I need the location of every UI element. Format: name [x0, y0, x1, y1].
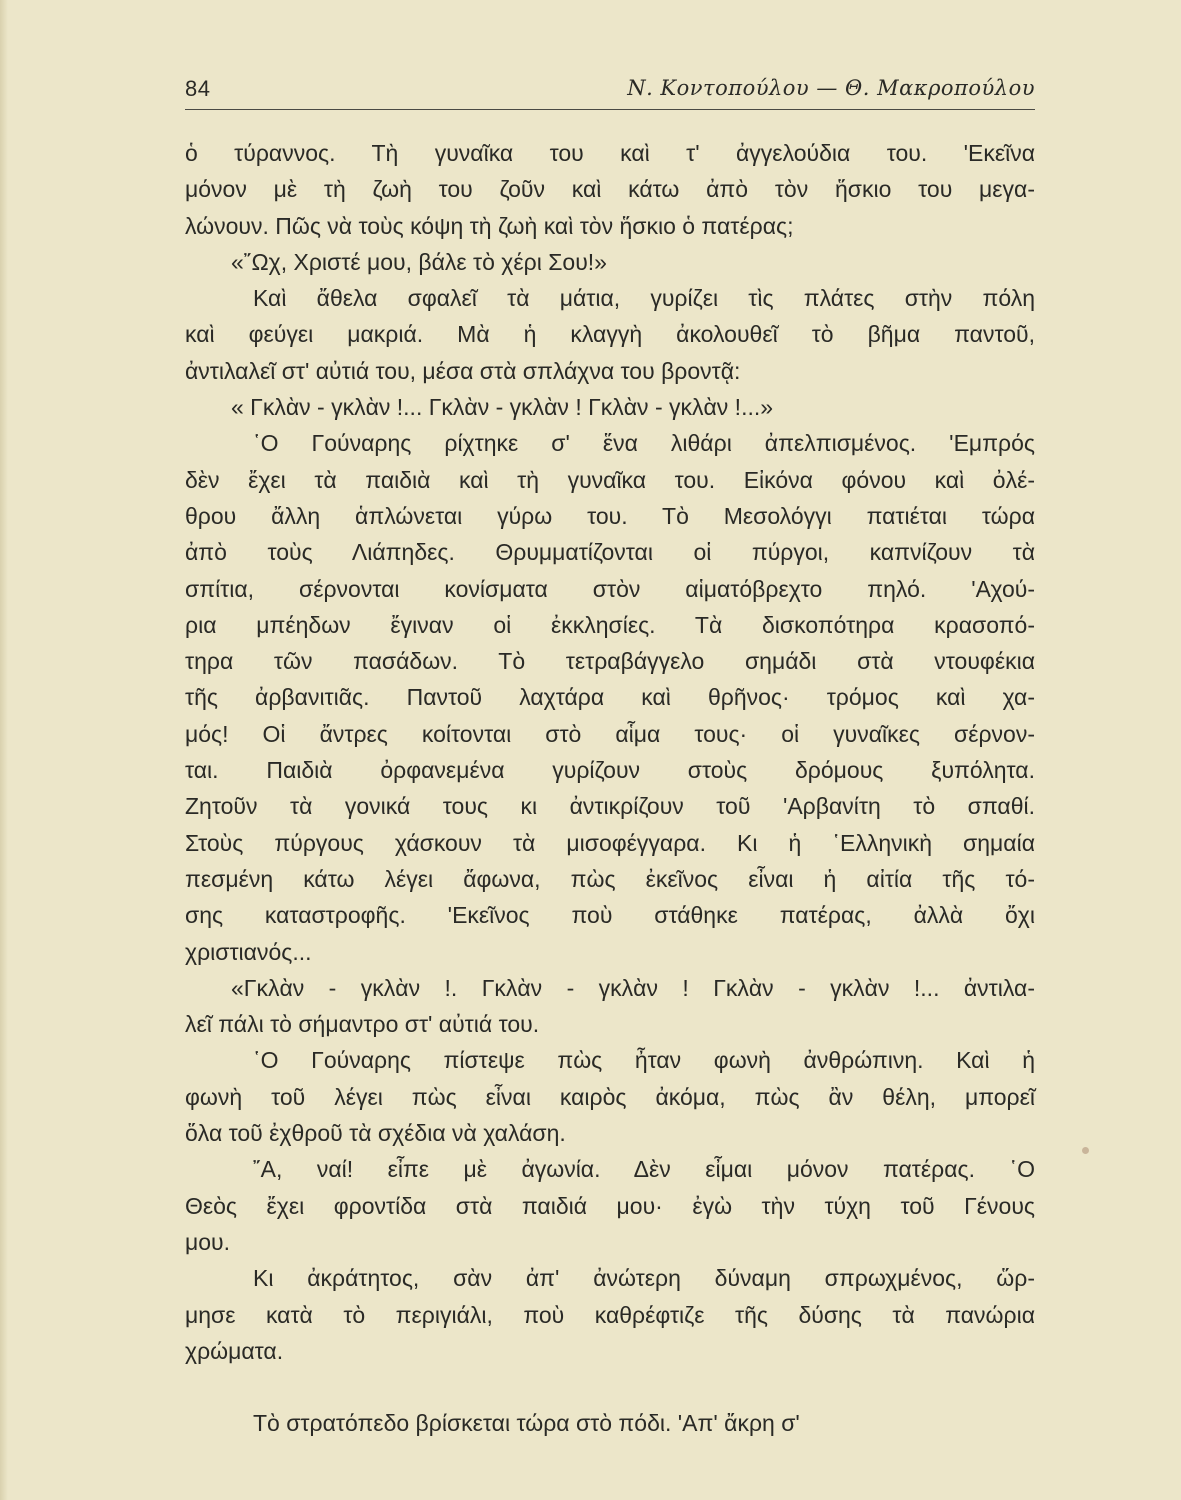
paragraph — [185, 1042, 1035, 1151]
text-line: ρια μπέηδων ἔγιναν οἱ ἐκκλησίες. Τὰ δισκοπότηρα κρασοπό- — [185, 611, 1035, 638]
paragraph — [185, 244, 1035, 280]
text-line: σπίτια, σέρνονται κονίσματα στὸν αἱματόβρεχτο πηλό. 'Αχού- — [185, 575, 1035, 602]
page-number: 84 — [185, 76, 211, 101]
text-line: ὅλα τοῦ ἐχθροῦ τὰ σχέδια νὰ χαλάση. — [185, 1120, 566, 1147]
paragraph — [185, 1260, 1035, 1369]
book-spine-shadow — [0, 0, 8, 1500]
text-line: μου. — [185, 1228, 231, 1255]
text-line: Ζητοῦν τὰ γονικά τους κι ἀντικρίζουν τοῦ 'Αρβανίτη τὸ σπαθί. — [185, 793, 1035, 820]
text-line: τηρα τῶν πασάδων. Τὸ τετραβάγγελο σημάδι στὰ ντουφέκια — [185, 648, 1035, 675]
text-line: ἀπὸ τοὺς Λιάπηδες. Θρυμματίζονται οἱ πύργοι, καπνίζουν τὰ — [185, 539, 1035, 566]
paragraph-gap — [185, 1369, 1035, 1405]
page-header — [185, 72, 1035, 112]
text-line: πεσμένη κάτω λέγει ἄφωνα, πὼς ἐκεῖνος εἶναι ἡ αἰτία τῆς τό- — [185, 865, 1035, 892]
body-text — [185, 135, 1035, 1441]
text-line: τῆς ἀρβανιτιᾶς. Παντοῦ λαχτάρα καὶ θρῆνος· τρόμος καὶ χα- — [185, 684, 1035, 711]
paragraph — [185, 280, 1035, 389]
text-line: σης καταστροφῆς. 'Εκεῖνος ποὺ στάθηκε πατέρας, ἀλλὰ ὄχι — [185, 902, 1035, 929]
text-line: «῎Ωχ, Χριστέ μου, βάλε τὸ χέρι Σου!» — [231, 248, 607, 275]
paragraph — [185, 1405, 1035, 1441]
margin-mark — [1082, 1147, 1089, 1154]
text-line: μός! Οἱ ἄντρες κοίτονται στὸ αἷμα τους· οἱ γυναῖκες σέρνον- — [185, 720, 1035, 747]
header-rule — [185, 109, 1035, 110]
text-line: ῎Α, ναί! εἶπε μὲ ἀγωνία. Δὲν εἶμαι μόνον πατέρας. ῾Ο — [253, 1156, 1035, 1183]
text-line: καὶ φεύγει μακριά. Μὰ ἡ κλαγγὴ ἀκολουθεῖ τὸ βῆμα παντοῦ, — [185, 321, 1035, 348]
text-line: « Γκλὰν - γκλὰν !... Γκλὰν - γκλὰν ! Γκλὰν - γκλὰν !...» — [231, 394, 774, 421]
text-line: μόνον μὲ τὴ ζωὴ του ζοῦν καὶ κάτω ἀπὸ τὸν ἥσκιο του μεγα- — [185, 176, 1035, 203]
text-line: Τὸ στρατόπεδο βρίσκεται τώρα στὸ πόδι. 'Απ' ἄκρη σ' — [253, 1410, 800, 1437]
text-line: ὁ τύραννος. Τὴ γυναῖκα του καὶ τ' ἀγγελούδια του. 'Εκεῖνα — [185, 140, 1035, 166]
text-line: Κι ἀκράτητος, σὰν ἀπ' ἀνώτερη δύναμη σπρωχμένος, ὥρ- — [253, 1265, 1035, 1292]
text-line: ἀντιλαλεῖ στ' αὐτιά του, μέσα στὰ σπλάχνα του βροντᾷ: — [185, 357, 741, 384]
running-head: Ν. Κοντοπούλου — Θ. Μακροπούλου — [627, 76, 1035, 100]
paragraph — [185, 970, 1035, 1043]
paragraph — [185, 425, 1035, 969]
text-line: λώνουν. Πῶς νὰ τοὺς κόψη τὴ ζωὴ καὶ τὸν ἥσκιο ὁ πατέρας; — [185, 212, 794, 239]
text-line: ῾Ο Γούναρης πίστεψε πὼς ἦταν φωνὴ ἀνθρώπινη. Καὶ ἡ — [253, 1047, 1035, 1074]
text-line: λεῖ πάλι τὸ σήμαντρο στ' αὐτιά του. — [185, 1011, 540, 1038]
paragraph — [185, 135, 1035, 244]
text-line: ῾Ο Γούναρης ρίχτηκε σ' ἕνα λιθάρι ἀπελπισμένος. 'Εμπρός — [253, 430, 1035, 457]
text-line: μησε κατὰ τὸ περιγιάλι, ποὺ καθρέφτιζε τῆς δύσης τὰ πανώρια — [185, 1301, 1035, 1328]
text-line: Στοὺς πύργους χάσκουν τὰ μισοφέγγαρα. Κι ἡ ῾Ελληνικὴ σημαία — [185, 829, 1035, 856]
text-line: δὲν ἔχει τὰ παιδιὰ καὶ τὴ γυναῖκα του. Εἰκόνα φόνου καὶ ὀλέ- — [185, 466, 1035, 493]
text-line: Θεὸς ἔχει φροντίδα στὰ παιδιά μου· ἐγὼ τὴν τύχη τοῦ Γένους — [185, 1192, 1035, 1219]
text-line: ται. Παιδιὰ ὀρφανεμένα γυρίζουν στοὺς δρόμους ξυπόλητα. — [185, 757, 1035, 784]
paragraph — [185, 1151, 1035, 1260]
text-line: Καὶ ἄθελα σφαλεῖ τὰ μάτια, γυρίζει τὶς πλάτες στὴν πόλη — [253, 285, 1035, 312]
text-line: χρώματα. — [185, 1337, 284, 1364]
text-line: φωνὴ τοῦ λέγει πὼς εἶναι καιρὸς ἀκόμα, πὼς ἂν θέλη, μπορεῖ — [185, 1083, 1035, 1110]
text-line: θρου ἄλλη ἁπλώνεται γύρω του. Τὸ Μεσολόγγι πατιέται τώρα — [185, 502, 1035, 529]
text-line: χριστιανός... — [185, 938, 312, 965]
text-line: «Γκλὰν - γκλὰν !. Γκλὰν - γκλὰν ! Γκλὰν - γκλὰν !... ἀντιλα- — [231, 974, 1035, 1001]
paragraph — [185, 389, 1035, 425]
